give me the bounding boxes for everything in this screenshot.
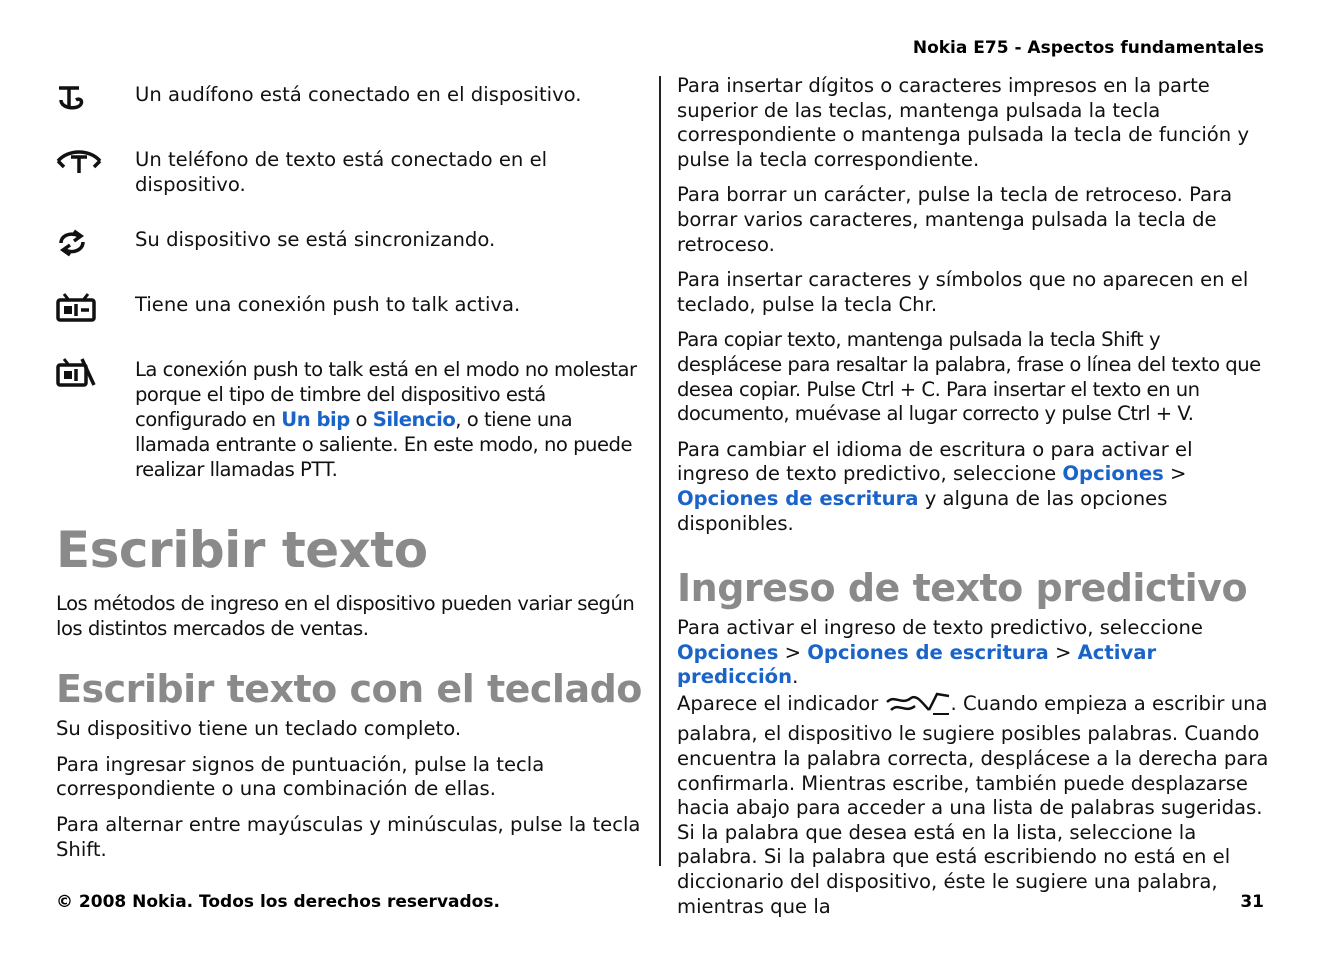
- menu-separator: >: [778, 640, 808, 664]
- push-to-talk-dnd-icon: [56, 357, 135, 389]
- section-intro: Los métodos de ingreso en el dispositivo pueden variar según los distintos mercados de ventas.: [56, 592, 635, 640]
- push-to-talk-icon: [56, 292, 135, 324]
- headset-icon: [56, 82, 135, 114]
- footer-copyright: © 2008 Nokia. Todos los derechos reservados.: [56, 892, 500, 912]
- link-opciones-de-escritura[interactable]: Opciones de escritura: [677, 486, 919, 510]
- predictive-text-icon: [885, 690, 951, 723]
- p-text: . Cuando empieza a escribir una palabra, el dispositivo le sugiere posibles palabras. Cuando encuentra la palabra correcta, desplácese a la derecha para confirmarla. Mientras escribe, también puede desplazarse hacia abajo para acceder a una lista de palabras sugeridas. Si la palabra que desea está en la lista, seleccione la palabra. Si la palabra que está escribiendo no está en el diccionario del dispositivo, éste le sugiere una palabra, mientras que la: [677, 691, 1269, 918]
- menu-separator: >: [1163, 462, 1187, 486]
- p-text: Para activar el ingreso de texto predictivo, seleccione: [677, 616, 1203, 640]
- paragraph: Para insertar caracteres y símbolos que no aparecen en el teclado, pulse la tecla Chr.: [677, 268, 1249, 316]
- paragraph: Para copiar texto, mantenga pulsada la tecla Shift y desplácese para resaltar la palabra, frase o línea del texto que desea copiar. Pulse Ctrl + C. Para insertar el texto en un documento, muévase al lugar correcto y pulse Ctrl + V.: [677, 328, 1261, 426]
- icon-row-sync: [56, 227, 646, 259]
- paragraph-languages: [677, 438, 1269, 536]
- menu-separator: >: [1048, 640, 1078, 664]
- desc-text: La conexión push to talk está en el modo no molestar porque el tipo de timbre del dispositivo está configurado en: [135, 358, 637, 431]
- column-divider: [659, 76, 661, 866]
- paragraph: Para insertar dígitos o caracteres impresos en la parte superior de las teclas, mantenga pulsada la tecla correspondiente o mantenga pulsada la tecla de función y pulse la tecla correspondiente.: [677, 74, 1250, 171]
- paragraph-predictive: [677, 616, 1269, 919]
- left-column: [56, 78, 646, 862]
- icon-desc: Un teléfono de texto está conectado en el dispositivo.: [135, 148, 548, 196]
- icon-desc: Su dispositivo se está sincronizando.: [135, 228, 496, 251]
- right-column: [677, 74, 1269, 919]
- paragraph: Su dispositivo tiene un teclado completo.: [56, 717, 462, 741]
- icon-desc-ptt-dnd: [135, 357, 646, 482]
- footer-page-number: 31: [1240, 892, 1264, 912]
- section-title-predictivo: Ingreso de texto predictivo: [677, 566, 1248, 611]
- icon-row-ptt-dnd: [56, 357, 646, 482]
- link-opciones-de-escritura[interactable]: Opciones de escritura: [807, 640, 1049, 664]
- icon-row-text-phone: [56, 147, 646, 197]
- p-text: Aparece el indicador: [677, 691, 885, 715]
- p-text: .: [792, 665, 799, 689]
- link-opciones[interactable]: Opciones: [677, 640, 779, 664]
- link-un-bip[interactable]: Un bip: [281, 408, 350, 431]
- link-opciones[interactable]: Opciones: [1062, 462, 1164, 486]
- desc-text: o: [349, 408, 373, 431]
- link-activar-prediccion[interactable]: Activar predicción: [677, 640, 1157, 689]
- paragraph: Para alternar entre mayúsculas y minúsculas, pulse la tecla Shift.: [56, 812, 641, 861]
- p-text: y alguna de las opciones disponibles.: [677, 486, 1168, 535]
- section-title-escribir-texto: Escribir texto: [56, 521, 428, 579]
- sync-icon: [56, 227, 135, 259]
- section-title-teclado: Escribir texto con el teclado: [56, 667, 642, 712]
- page-header-title: Nokia E75 - Aspectos fundamentales: [912, 38, 1264, 58]
- desc-text: , o tiene una llamada entrante o saliente. En este modo, no puede realizar llamadas PTT.: [135, 408, 632, 481]
- link-silencio[interactable]: Silencio: [372, 408, 456, 431]
- icon-desc: Tiene una conexión push to talk activa.: [135, 293, 521, 316]
- paragraph: Para ingresar signos de puntuación, pulse la tecla correspondiente o una combinación de ellas.: [56, 752, 545, 801]
- icon-row-ptt: [56, 292, 646, 324]
- paragraph: Para borrar un carácter, pulse la tecla de retroceso. Para borrar varios caracteres, mantenga pulsada la tecla de retroceso.: [677, 183, 1233, 256]
- text-phone-icon: [56, 147, 135, 179]
- icon-row-headset: [56, 82, 646, 114]
- p-text: Para cambiar el idioma de escritura o para activar el ingreso de texto predictivo, seleccione: [677, 437, 1193, 486]
- icon-desc: Un audífono está conectado en el dispositivo.: [135, 83, 582, 106]
